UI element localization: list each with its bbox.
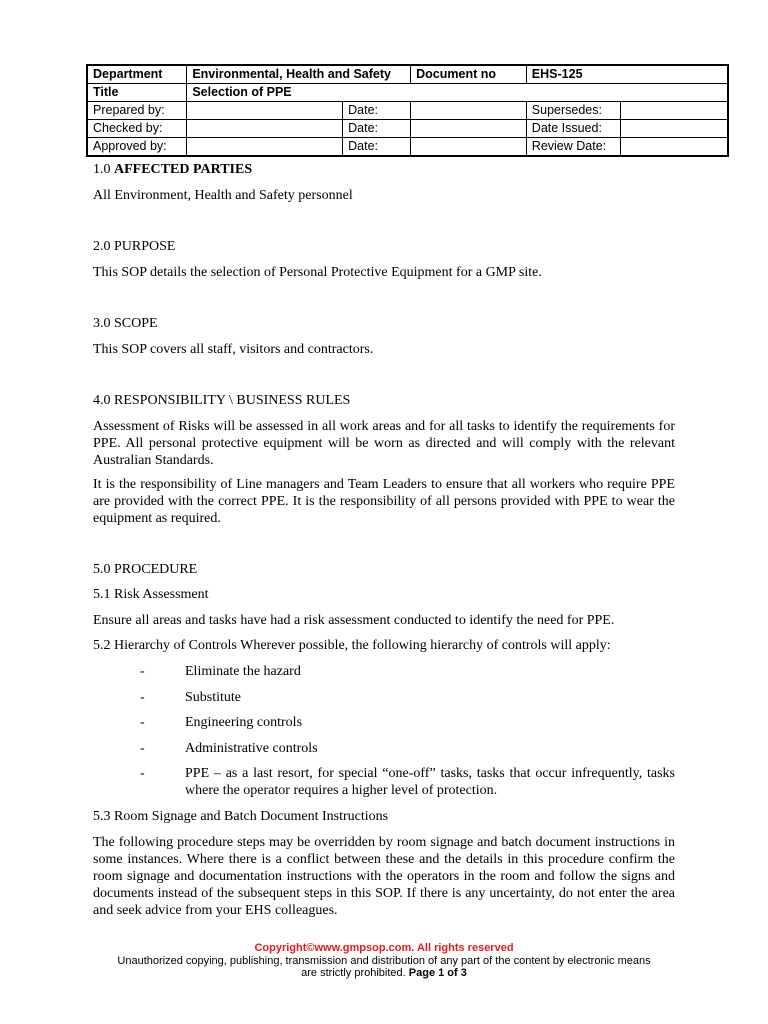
section-4-heading: 4.0 RESPONSIBILITY \ BUSINESS RULES (93, 393, 351, 408)
section-4-paragraph-1: Assessment of Risks will be assessed in all work areas and for all tasks to identify the requirements for PPE. All personal protective equipment will be worn as directed and will comply with the relevant Australian Standards. (93, 419, 675, 468)
section-1-title: AFFECTED PARTIES (114, 162, 253, 177)
bullet-dash: - (140, 690, 145, 705)
title-label: Title (87, 84, 187, 102)
section-1-text: All Environment, Health and Safety personnel (93, 188, 353, 203)
header-row-prepared (87, 102, 728, 120)
header-row-checked (87, 120, 728, 138)
checked-date-value (411, 120, 527, 138)
checked-by-value (187, 120, 343, 138)
department-label: Department (87, 65, 187, 84)
title-value: Selection of PPE (187, 84, 728, 102)
page-number: Page 1 of 3 (408, 967, 467, 979)
checked-date-label: Date: (343, 120, 411, 138)
prepared-date-label: Date: (343, 102, 411, 120)
approved-by-label: Approved by: (87, 138, 187, 157)
bullet-dash: - (140, 766, 145, 781)
supersedes-label: Supersedes: (526, 102, 620, 120)
header-row-title (87, 84, 728, 102)
date-issued-value (620, 120, 728, 138)
header-row-department (87, 65, 728, 84)
bullet-dash: - (140, 664, 145, 679)
list-item: Eliminate the hazard (185, 664, 301, 679)
section-5-heading: 5.0 PROCEDURE (93, 562, 198, 577)
list-item: Engineering controls (185, 715, 303, 730)
section-1-number: 1.0 (93, 162, 114, 177)
document-no-value: EHS-125 (526, 65, 728, 84)
usage-notice-text: are strictly prohibited. (301, 967, 406, 979)
supersedes-value (620, 102, 728, 120)
list-item: PPE – as a last resort, for special “one-off” tasks, tasks that occur infrequently, tasks where the operator requires a higher level of protection. (185, 766, 675, 798)
approved-date-value (411, 138, 527, 157)
section-2-text: This SOP details the selection of Personal Protective Equipment for a GMP site. (93, 265, 542, 280)
document-header-table (86, 64, 729, 157)
document-no-label: Document no (411, 65, 527, 84)
approved-by-value (187, 138, 343, 157)
prepared-by-label: Prepared by: (87, 102, 187, 120)
copyright-notice: Copyright©www.gmpsop.com. All rights reserved (254, 942, 514, 954)
bullet-dash: - (140, 715, 145, 730)
review-date-label: Review Date: (526, 138, 620, 157)
usage-notice-line-2 (60, 967, 708, 979)
checked-by-label: Checked by: (87, 120, 187, 138)
prepared-by-value (187, 102, 343, 120)
department-value: Environmental, Health and Safety (187, 65, 411, 84)
section-2-heading: 2.0 PURPOSE (93, 239, 176, 254)
review-date-value (620, 138, 728, 157)
section-4-paragraph-2: It is the responsibility of Line managers and Team Leaders to ensure that all workers who require PPE are provided with the correct PPE. It is the responsibility of all persons provided with PPE to wear the equipment as required. (93, 477, 675, 526)
section-5-3-text: The following procedure steps may be overridden by room signage and batch document instructions in some instances. Where there is a conflict between these and the details in this procedure confirm the room signage and documentation instructions with the operators in the room and follow the signs and documents instead of the subsequent steps in this SOP. If there is any uncertainty, do not enter the area and seek advice from your EHS colleagues. (93, 835, 675, 918)
approved-date-label: Date: (343, 138, 411, 157)
list-item: Substitute (185, 690, 242, 705)
prepared-date-value (411, 102, 527, 120)
date-issued-label: Date Issued: (526, 120, 620, 138)
usage-notice-line-1: Unauthorized copying, publishing, transmission and distribution of any part of the content by electronic means (117, 955, 651, 967)
section-5-2-heading: 5.2 Hierarchy of Controls Wherever possible, the following hierarchy of controls will apply: (93, 638, 611, 653)
section-5-3-heading: 5.3 Room Signage and Batch Document Instructions (93, 809, 389, 824)
bullet-dash: - (140, 741, 145, 756)
section-5-1-heading: 5.1 Risk Assessment (93, 587, 209, 602)
header-row-approved (87, 138, 728, 157)
section-1-heading (93, 161, 675, 178)
list-item: Administrative controls (185, 741, 318, 756)
section-3-text: This SOP covers all staff, visitors and contractors. (93, 342, 374, 357)
section-5-1-text: Ensure all areas and tasks have had a risk assessment conducted to identify the need for PPE. (93, 613, 615, 628)
section-3-heading: 3.0 SCOPE (93, 316, 158, 331)
